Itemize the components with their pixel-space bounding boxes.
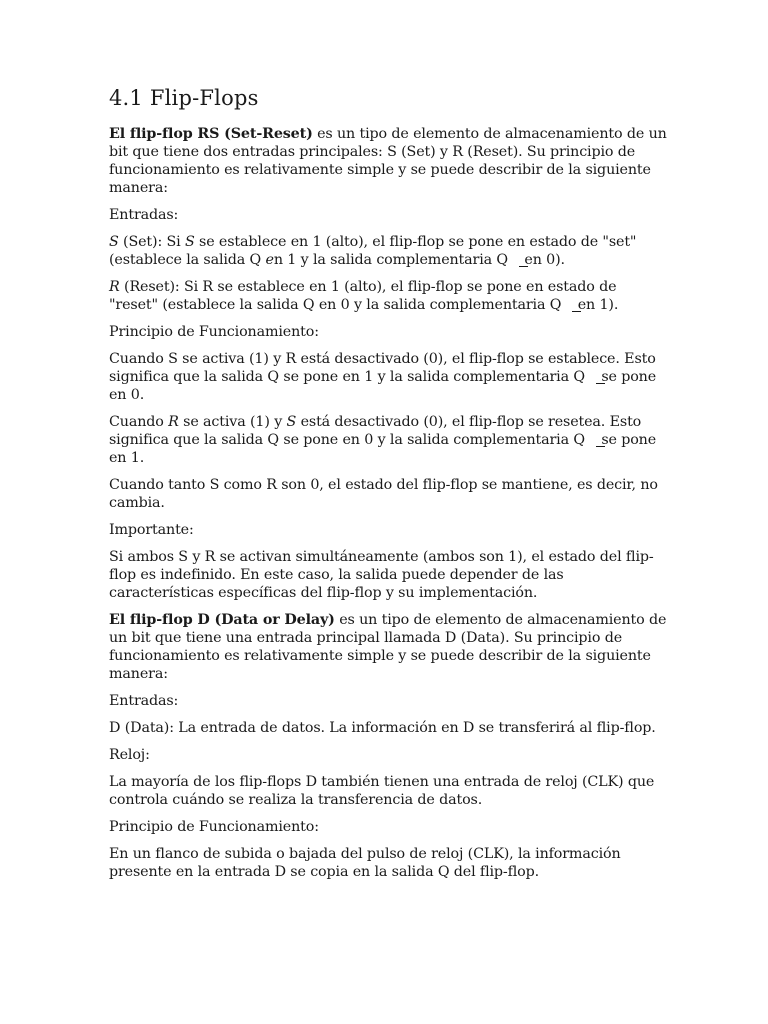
- document-page: [109, 84, 669, 890]
- rs-importante-label: Importante:: [109, 522, 194, 538]
- rs-intro-text: es un tipo de elemento de almacenamiento de un bit que tiene dos entradas principales: S (Set) y R (Reset). Su principio de funcionamiento es relativamente simple y se puede describir de la siguiente manera:: [109, 126, 667, 196]
- reset-text-end: en 1).: [573, 297, 619, 313]
- s-variable: S: [109, 234, 119, 250]
- principio-reset-c: está desactivado (0), el flip-flop se resetea. Esto significa que la salida Q se pone en 0 y la salida complementaria Q: [109, 414, 642, 448]
- rs-principio-label: Principio de Funcionamiento:: [109, 324, 319, 340]
- rs-principio-set: [109, 350, 669, 404]
- italic-e: e: [265, 252, 274, 268]
- rs-intro-bold: El flip-flop RS (Set-Reset): [109, 126, 313, 142]
- rs-intro-paragraph: [109, 125, 669, 197]
- set-text-2: se establece en 1 (alto), el flip-flop se pone en estado de "set" (establece la salida Q: [109, 234, 637, 268]
- d-reloj-text: La mayoría de los flip-flops D también tienen una entrada de reloj (CLK) que controla cuándo se realiza la transferencia de datos.: [109, 774, 655, 808]
- r-variable: R: [109, 279, 120, 295]
- r-variable-3: R: [168, 414, 179, 430]
- section-heading: 4.1 Flip-Flops: [109, 86, 259, 110]
- d-entradas-label: Entradas:: [109, 693, 179, 709]
- s-variable-2: S: [184, 234, 195, 250]
- rs-reset-paragraph: [109, 278, 669, 314]
- d-data-paragraph: D (Data): La entrada de datos. La información en D se transferirá al flip-flop.: [109, 720, 656, 736]
- principio-set-end: se pone en 0.: [109, 369, 657, 403]
- s-variable-3: S: [286, 414, 297, 430]
- d-intro-text: es un tipo de elemento de almacenamiento de un bit que tiene una entrada principal llamada D (Data). Su principio de funcionamiento es relativamente simple y se puede describir de la siguiente manera:: [109, 612, 667, 682]
- rs-entradas-label: Entradas:: [109, 207, 179, 223]
- d-intro-bold: El flip-flop D (Data or Delay): [109, 612, 335, 628]
- principio-set-text: Cuando S se activa (1) y R está desactivado (0), el flip-flop se establece. Esto significa que la salida Q se pone en 1 y la salida complementaria Q: [109, 351, 656, 385]
- rs-principio-hold: Cuando tanto S como R son 0, el estado del flip-flop se mantiene, es decir, no cambia.: [109, 477, 658, 511]
- principio-reset-b: se activa (1) y: [178, 414, 287, 430]
- d-reloj-label: Reloj:: [109, 747, 150, 763]
- set-text-3: n 1 y la salida complementaria Q: [273, 252, 508, 268]
- set-text-1: (Set): Si: [118, 234, 185, 250]
- principio-reset-a: Cuando: [109, 414, 169, 430]
- d-principio-label: Principio de Funcionamiento:: [109, 819, 319, 835]
- rs-principio-reset: [109, 413, 669, 467]
- d-principio-text: En un flanco de subida o bajada del pulso de reloj (CLK), la información presente en la entrada D se copia en la salida Q del flip-flop.: [109, 846, 621, 880]
- rs-set-paragraph: [109, 233, 669, 269]
- set-text-end: en 0).: [519, 252, 565, 268]
- reset-text: (Reset): Si R se establece en 1 (alto), el flip-flop se pone en estado de "reset" (establece la salida Q en 0 y la salida complementaria Q: [109, 279, 617, 313]
- d-intro-paragraph: [109, 611, 669, 683]
- rs-importante-text: Si ambos S y R se activan simultáneamente (ambos son 1), el estado del flip-flop es indefinido. En este caso, la salida puede depender de las características específicas del flip-flop y su implementación.: [109, 549, 654, 601]
- principio-reset-end: se pone en 1.: [109, 432, 657, 466]
